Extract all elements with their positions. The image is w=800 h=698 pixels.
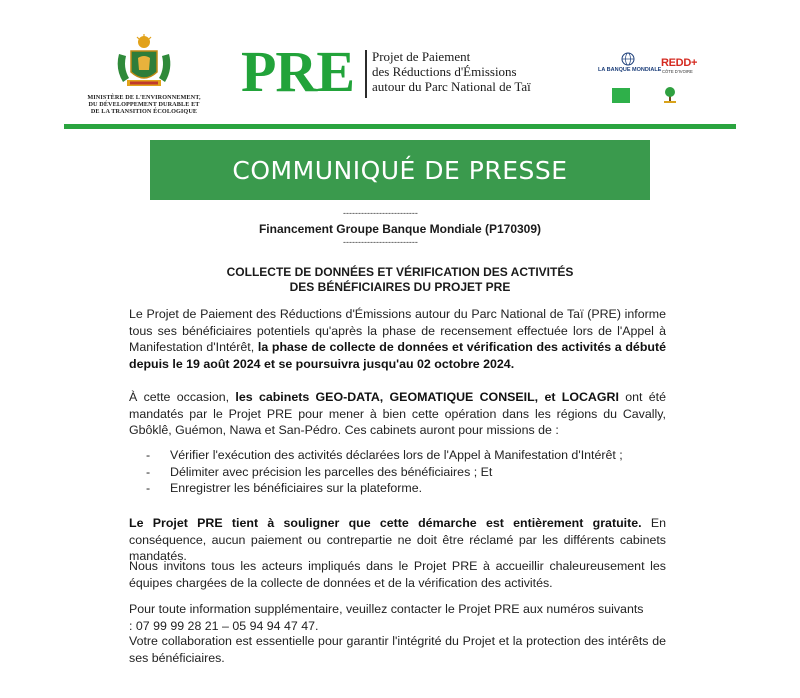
ministry-name: MINISTÈRE DE L'ENVIRONNEMENT, DU DÉVELOPPEMENT DURABLE ET DE LA TRANSITION ÉCOLOGIQUE bbox=[87, 94, 201, 115]
partner-green-logo bbox=[612, 88, 630, 103]
contact-phone: : 07 99 99 28 21 – 05 94 94 47 47. bbox=[129, 618, 319, 633]
tree-logo-icon bbox=[662, 86, 678, 104]
paragraph-text: Votre collaboration est essentielle pour garantir l'intégrité du Projet et la protection des intérêts de ses bénéficiaires. bbox=[129, 634, 666, 665]
contact-line: Pour toute information supplémentaire, veuillez contacter le Projet PRE aux numéros suivants bbox=[129, 602, 644, 616]
world-bank-globe-icon bbox=[621, 52, 635, 66]
redd-sub-label: CÔTE D'IVOIRE bbox=[662, 69, 693, 74]
banner-title: COMMUNIQUÉ DE PRESSE bbox=[232, 155, 568, 185]
list-item-text: Enregistrer les bénéficiaires sur la plateforme. bbox=[170, 481, 423, 495]
paragraph-bold: les cabinets GEO-DATA, GEOMATIQUE CONSEIL, et LOCAGRI bbox=[235, 390, 619, 404]
partner-logos bbox=[598, 52, 698, 108]
paragraph-closing bbox=[129, 633, 666, 666]
bullet: - bbox=[146, 464, 151, 479]
paragraph-firms bbox=[129, 389, 666, 439]
headline-line: DES BÉNÉFICIAIRES DU PROJET PRE bbox=[289, 280, 511, 294]
project-subtitle-line: des Réductions d'Émissions bbox=[372, 64, 517, 79]
paragraph-bold: la phase de collecte de données et vérification des activités a débuté depuis le 19 août 2024 et se poursuivra jusqu'au 02 octobre 2024. bbox=[129, 340, 666, 371]
bullet: - bbox=[146, 481, 151, 495]
world-bank-label: LA BANQUE MONDIALE bbox=[598, 67, 662, 73]
list-item-text: Vérifier l'exécution des activités déclarées lors de l'Appel à Manifestation d'Intérêt ; bbox=[170, 448, 623, 462]
list-item bbox=[146, 447, 623, 464]
list-item bbox=[146, 480, 623, 497]
coat-of-arms-icon bbox=[109, 34, 179, 92]
press-release-banner bbox=[150, 140, 650, 200]
list-item-text: Délimiter avec précision les parcelles des bénéficiaires ; Et bbox=[170, 464, 493, 479]
headline bbox=[0, 265, 800, 295]
funding-line: Financement Groupe Banque Mondiale (P170309) bbox=[258, 222, 542, 236]
project-subtitle-line: Projet de Paiement bbox=[372, 49, 471, 64]
paragraph-text: Le Projet de Paiement des Réductions d'Émissions autour du Parc National de Taï (PRE) informe tous ses bénéficiaires potentiels qu'après la phase de recensement effectuée lors de l'Appel à Manifestation d'Intérêt, bbox=[129, 307, 666, 354]
header-green-rule bbox=[64, 124, 736, 129]
project-subtitle-line: autour du Parc National de Taï bbox=[372, 79, 531, 94]
dashed-divider: ------------------------- bbox=[343, 208, 418, 218]
ministry-block bbox=[82, 34, 206, 115]
paragraph-invitation bbox=[129, 558, 666, 591]
bullet: - bbox=[146, 448, 151, 462]
project-subtitle bbox=[372, 49, 531, 94]
pre-logo: PRE bbox=[241, 39, 354, 104]
paragraph-text: À cette occasion, bbox=[129, 390, 236, 404]
paragraph-text: ont été mandatés par le Projet PRE pour mener à bien cette opération dans les régions du Cavally, Gbôklê, Guémon, Nawa et San-Pédro. Ces cabinets auront pour missions de : bbox=[129, 390, 666, 437]
paragraph-intro bbox=[129, 306, 666, 372]
paragraph-text: Nous invitons tous les acteurs impliqués dans le Projet PRE à accueillir chaleureusement les équipes chargées de la collecte de données et de la vérification des activités. bbox=[129, 559, 666, 590]
logo-divider bbox=[365, 50, 367, 98]
dashed-divider: ------------------------- bbox=[343, 237, 418, 247]
redd-logo: REDD+ bbox=[661, 57, 698, 69]
paragraph-contact bbox=[129, 601, 666, 634]
headline-line: COLLECTE DE DONNÉES ET VÉRIFICATION DES ACTIVITÉS bbox=[226, 265, 574, 279]
missions-list bbox=[146, 447, 623, 497]
list-item bbox=[146, 464, 623, 481]
paragraph-bold: Le Projet PRE tient à souligner que cette démarche est entièrement gratuite. bbox=[129, 516, 642, 530]
paragraph-text: En conséquence, aucun paiement ou contrepartie ne doit être réclamé par les différents cabinets mandatés. bbox=[129, 516, 666, 563]
